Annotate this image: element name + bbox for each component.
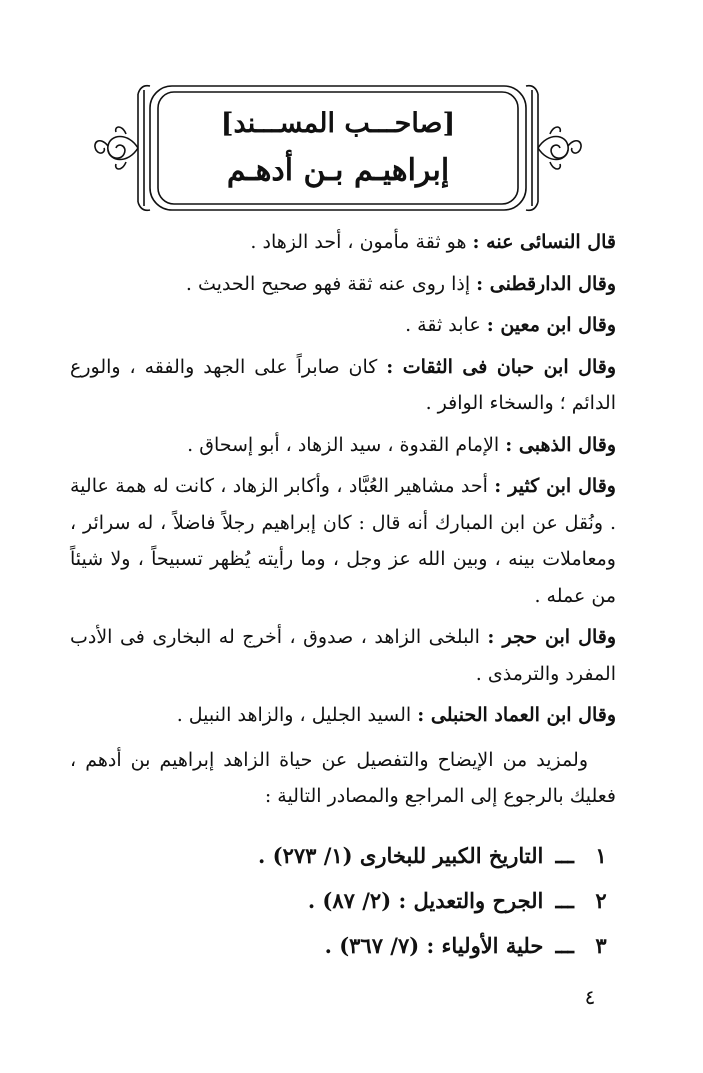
quote-speaker: قال النسائى عنه : — [472, 231, 616, 253]
reference-number: ٢ — [595, 887, 607, 913]
quote-paragraph — [70, 619, 616, 692]
quote-paragraph — [70, 697, 616, 734]
quote-text: أحد مشاهير العُبَّاد ، وأكابر الزهاد ، كانت له همة عالية . ونُقل عن ابن المبارك أنه قال : كان إبراهيم رجلاً فاضلاً ، له سرائر ، ومعاملات بينه ، وبين الله عز وجل ، وما رأيته يُظهر تسبيحاً ، ولا شيئاً من عمله . — [70, 475, 616, 607]
main-content — [70, 224, 616, 968]
quote-paragraph — [70, 427, 616, 464]
quote-speaker: وقال ابن حبان فى الثقات : — [386, 355, 616, 378]
reference-dash: ـــ — [555, 932, 574, 958]
reference-dash: ـــ — [555, 887, 574, 913]
quote-paragraph — [70, 468, 616, 614]
reference-text: التاريخ الكبير للبخارى (١/ ٢٧٣) . — [258, 842, 544, 868]
quote-text: البلخى الزاهد ، صدوق ، أخرج له البخارى فى الأدب المفرد والترمذى . — [70, 626, 616, 685]
reference-number: ٣ — [595, 932, 607, 958]
reference-dash: ـــ — [555, 842, 574, 868]
quote-speaker: وقال ابن معين : — [486, 314, 616, 336]
quote-paragraph — [70, 266, 616, 303]
quote-speaker: وقال ابن العماد الحنبلى : — [417, 704, 616, 726]
quote-speaker: وقال ابن حجر : — [487, 626, 616, 648]
title-box — [152, 88, 524, 208]
quote-paragraph — [70, 224, 616, 261]
quote-text: هو ثقة مأمون ، أحد الزهاد . — [250, 231, 473, 253]
quote-paragraph — [70, 349, 616, 422]
reference-item — [70, 923, 616, 968]
quote-text: كان صابراً على الجهد والفقه ، والورع الدائم ؛ والسخاء الوافر . — [70, 355, 616, 414]
person-name-title: إبراهيـم بـن أدهـم — [226, 153, 450, 188]
reference-number: ١ — [595, 842, 607, 868]
references-intro: ولمزيد من الإيضاح والتفصيل عن حياة الزاهد إبراهيم بن أدهم ، فعليك بالرجوع إلى المراجع والمصادر التالية : — [70, 748, 616, 807]
quote-speaker: وقال الدارقطنى : — [476, 272, 616, 295]
quote-text: الإمام القدوة ، سيد الزهاد ، أبو إسحاق . — [187, 433, 506, 456]
reference-text: الجرح والتعديل : (٢/ ٨٧) . — [307, 887, 544, 913]
page-number: ٤ — [584, 985, 596, 1009]
section-title: [صاحـــب المســـند] — [220, 108, 456, 139]
quote-text: عابد ثقة . — [405, 314, 487, 336]
references-list — [70, 833, 616, 968]
quote-text: إذا روى عنه ثقة فهو صحيح الحديث . — [185, 272, 477, 295]
reference-text: حلية الأولياء : (٧/ ٣٦٧) . — [324, 932, 544, 958]
reference-item — [70, 878, 616, 923]
quote-speaker: وقال الذهبى : — [505, 433, 616, 456]
reference-item — [70, 833, 616, 878]
quote-text: السيد الجليل ، والزاهد النبيل . — [176, 704, 418, 726]
title-frame — [88, 76, 588, 216]
quote-speaker: وقال ابن كثير : — [494, 475, 616, 497]
quote-paragraph — [70, 307, 616, 344]
